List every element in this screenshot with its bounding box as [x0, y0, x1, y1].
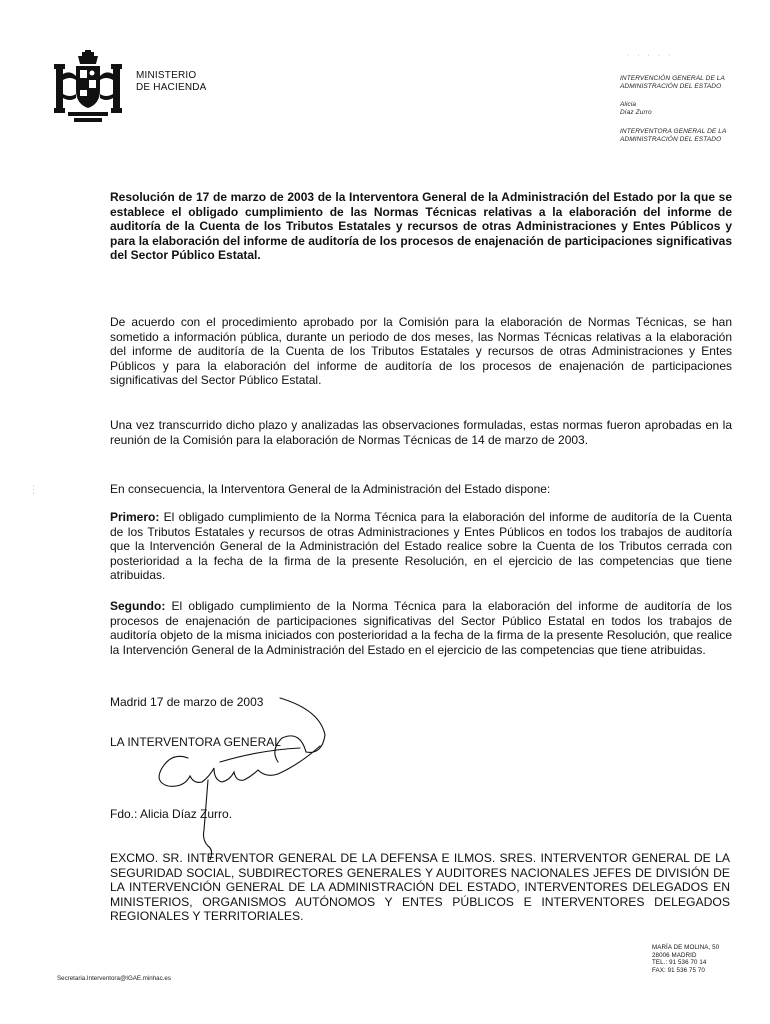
- addressees: EXCMO. SR. INTERVENTOR GENERAL DE LA DEFENSA E ILMOS. SRES. INTERVENTOR GENERAL DE LA SEGURIDAD SOCIAL, SUBDIRECTORES GENERALES Y AUDITORES NACIONALES JEFES DE DIVISIÓN DE LA INTERVENCIÓN GENERAL DE LA ADMINISTRACIÓN DEL ESTADO, INTERVENTORES DELEGADOS EN MINISTERIOS, ORGANISMOS AUTÓNOMOS Y ENTES PÚBLICOS E INTERVENTORES DELEGADOS REGIONALES Y TERRITORIALES.: [110, 851, 730, 923]
- paragraph-3: En consecuencia, la Interventora General de la Administración del Estado dispone:: [110, 482, 551, 496]
- footer-address: [652, 944, 719, 974]
- signed-by: Fdo.: Alicia Díaz Zurro.: [110, 807, 233, 821]
- coat-of-arms-icon: [52, 50, 124, 124]
- paragraph-1: De acuerdo con el procedimiento aprobado por la Comisión para la elaboración de Normas Técnicas, se han sometido a información pública, durante un periodo de dos meses, las Normas Técnicas relativas a la elaboración del informe de auditoría de la Cuenta de los Tributos Estatales y recursos de otras Administraciones y Entes Públicos y para la elaboración del informe de auditoría de los procesos de enajenación de participaciones significativas del Sector Público Estatal.: [110, 315, 732, 387]
- person-line-2: Díaz Zurro: [620, 109, 652, 116]
- handwritten-signature: [110, 690, 350, 860]
- person-name: [620, 101, 652, 117]
- address-fax: FAX: 91 536 75 70: [652, 966, 705, 974]
- ministry-name: [136, 70, 207, 94]
- address-city: 28006 MADRID: [652, 951, 697, 959]
- ministry-line-1: MINISTERIO: [136, 70, 197, 81]
- paragraph-2: Una vez transcurrido dicho plazo y analizadas las observaciones formuladas, estas normas fueron aprobadas en la reunión de la Comisión para la elaboración de Normas Técnicas de 14 de marzo de 2003.: [110, 418, 732, 447]
- place-date: Madrid 17 de marzo de 2003: [110, 695, 264, 709]
- paragraph-primero: [110, 510, 732, 583]
- office-line-1: INTERVENCIÓN GENERAL DE LA: [620, 75, 725, 82]
- office-name: [620, 75, 725, 91]
- primero-label: Primero:: [110, 510, 160, 524]
- margin-mark: · · ·: [30, 485, 36, 495]
- ministry-line-2: DE HACIENDA: [136, 82, 207, 93]
- role-name: [620, 128, 726, 144]
- role-line-2: ADMINISTRACIÓN DEL ESTADO: [620, 136, 722, 143]
- address-street: MARÍA DE MOLINA, 50: [652, 944, 720, 951]
- paragraph-segundo: [110, 599, 732, 657]
- footer-email: Secretaria.Interventora@IGAE.minhac.es: [57, 975, 171, 982]
- scan-speckle: · · · · ·: [627, 52, 674, 59]
- person-line-1: Alicia: [620, 101, 637, 108]
- office-line-2: ADMINISTRACIÓN DEL ESTADO: [620, 83, 722, 90]
- role-line-1: INTERVENTORA GENERAL DE LA: [620, 128, 727, 135]
- address-phone: TEL.: 91 536 70 14: [652, 959, 707, 967]
- document-title: Resolución de 17 de marzo de 2003 de la Interventora General de la Administración del Estado por la que se establece el obligado cumplimiento de las Normas Técnicas relativas a la elaboración del informe de auditoría de la Cuenta de los Tributos Estatales y recursos de otras Administraciones y Entes Públicos y para la elaboración del informe de auditoría de los procesos de enajenación de participaciones significativas del Sector Público Estatal.: [110, 190, 732, 263]
- primero-text: El obligado cumplimiento de la Norma Técnica para la elaboración del informe de auditoría de la Cuenta de los Tributos Estatales y recursos de otras Administraciones y Entes Públicos en todos los trabajos de auditoría que la Intervención General de la Administración del Estado realice sobre la Cuenta de los Tributos cerrada con posterioridad a la fecha de la firma de la presente Resolución, en el ejercicio de las competencias que tiene atribuidas.: [110, 510, 732, 582]
- segundo-label: Segundo:: [110, 599, 166, 613]
- signer-title: LA INTERVENTORA GENERAL: [110, 735, 281, 749]
- segundo-text: El obligado cumplimiento de la Norma Técnica para la elaboración del informe de auditoría de los procesos de enajenación de participaciones significativas del Sector Público Estatal en todos los trabajos de auditoría objeto de la misma iniciados con posterioridad a la fecha de la firma de la presente Resolución, que realice la Intervención General de la Administración del Estado en el ejercicio de las competencias que tiene atribuidas.: [110, 599, 732, 657]
